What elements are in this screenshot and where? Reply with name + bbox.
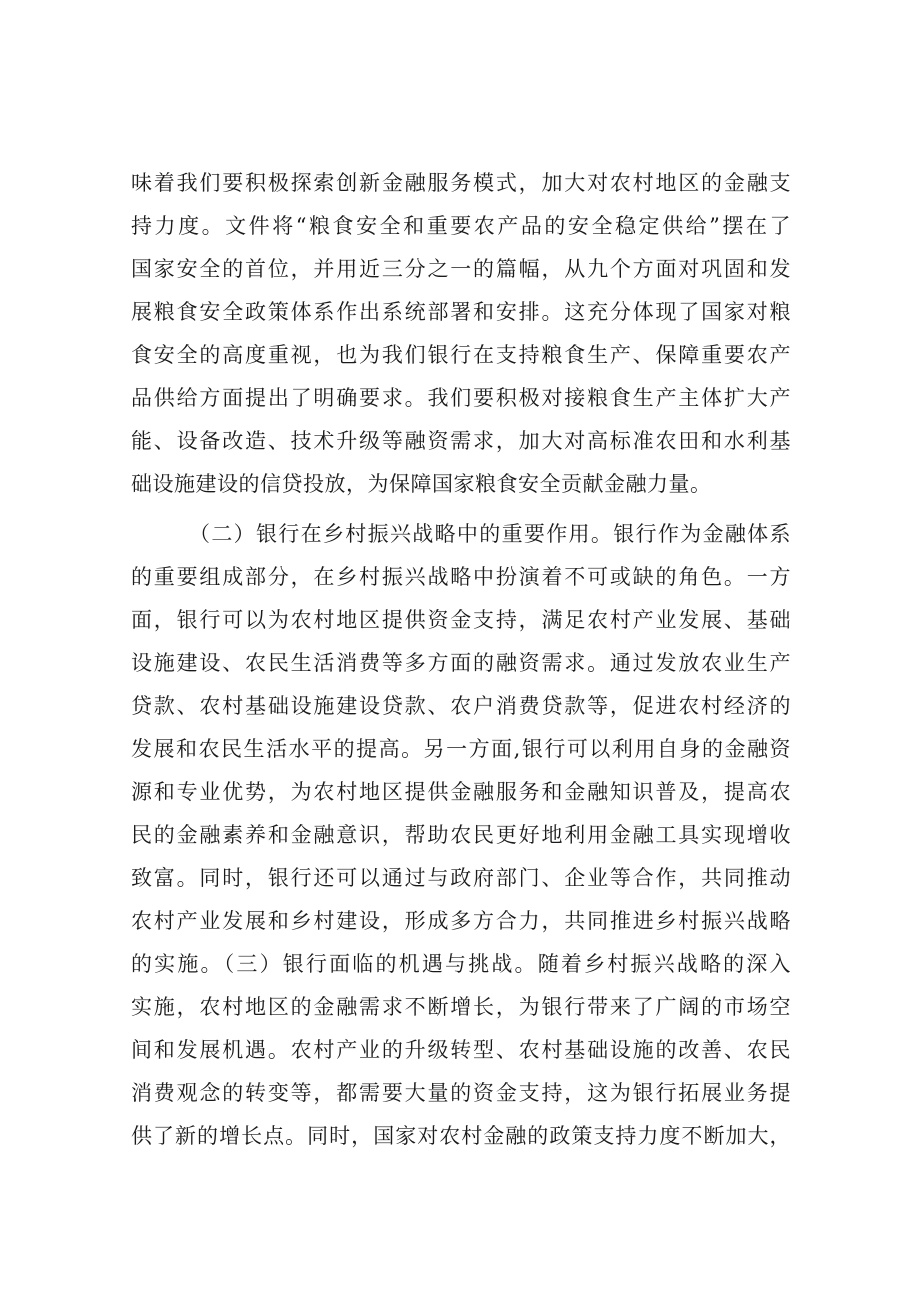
text-line: 设施建设、农民生活消费等多方面的融资需求。通过发放农业生产 <box>131 651 791 675</box>
text-line: 国家安全的首位，并用近三分之一的篇幅，从九个方面对巩固和发 <box>131 257 791 281</box>
text-line: 展粮食安全政策体系作出系统部署和安排。这充分体现了国家对粮 <box>131 300 791 324</box>
text-line: 能、设备改造、技术升级等融资需求，加大对高标准农田和水利基 <box>131 429 791 453</box>
text-line: 间和发展机遇。农村产业的升级转型、农村基础设施的改善、农民 <box>131 1038 791 1062</box>
text-line: 贷款、农村基础设施建设贷款、农户消费贷款等，促进农村经济的 <box>131 694 791 718</box>
text-line: 味着我们要积极探索创新金融服务模式，加大对农村地区的金融支 <box>131 171 791 195</box>
text-line: 的重要组成部分，在乡村振兴战略中扮演着不可或缺的角色。一方 <box>131 565 791 589</box>
text-line: 发展和农民生活水平的提高。另一方面,银行可以利用自身的金融资 <box>131 737 791 761</box>
text-line: 食安全的高度重视，也为我们银行在支持粮食生产、保障重要农产 <box>131 343 791 367</box>
paragraph-bank-role <box>131 513 791 1158</box>
text-line: 源和专业优势，为农村地区提供金融服务和金融知识普及，提高农 <box>131 780 791 804</box>
text-line: 消费观念的转变等，都需要大量的资金支持，这为银行拓展业务提 <box>131 1081 791 1105</box>
text-line: 致富。同时，银行还可以通过与政府部门、企业等合作，共同推动 <box>131 866 791 890</box>
text-line: 面，银行可以为农村地区提供资金支持，满足农村产业发展、基础 <box>131 608 791 632</box>
text-line: 品供给方面提出了明确要求。我们要积极对接粮食生产主体扩大产 <box>131 386 791 410</box>
text-line: 民的金融素养和金融意识，帮助农民更好地利用金融工具实现增收 <box>131 823 791 847</box>
paragraph-food-security <box>131 162 791 506</box>
text-line: 实施，农村地区的金融需求不断增长，为银行带来了广阔的市场空 <box>131 995 791 1019</box>
text-line: 农村产业发展和乡村建设，形成多方合力，共同推进乡村振兴战略 <box>131 909 791 933</box>
text-line: 持力度。文件将“粮食安全和重要农产品的安全稳定供给”摆在了 <box>131 214 791 238</box>
text-line: 的实施。（三）银行面临的机遇与挑战。随着乡村振兴战略的深入 <box>131 952 791 976</box>
text-line: （二）银行在乡村振兴战略中的重要作用。银行作为金融体系 <box>189 522 791 546</box>
text-line: 供了新的增长点。同时，国家对农村金融的政策支持力度不断加大， <box>131 1124 791 1148</box>
text-line: 础设施建设的信贷投放，为保障国家粮食安全贡献金融力量。 <box>131 472 712 496</box>
